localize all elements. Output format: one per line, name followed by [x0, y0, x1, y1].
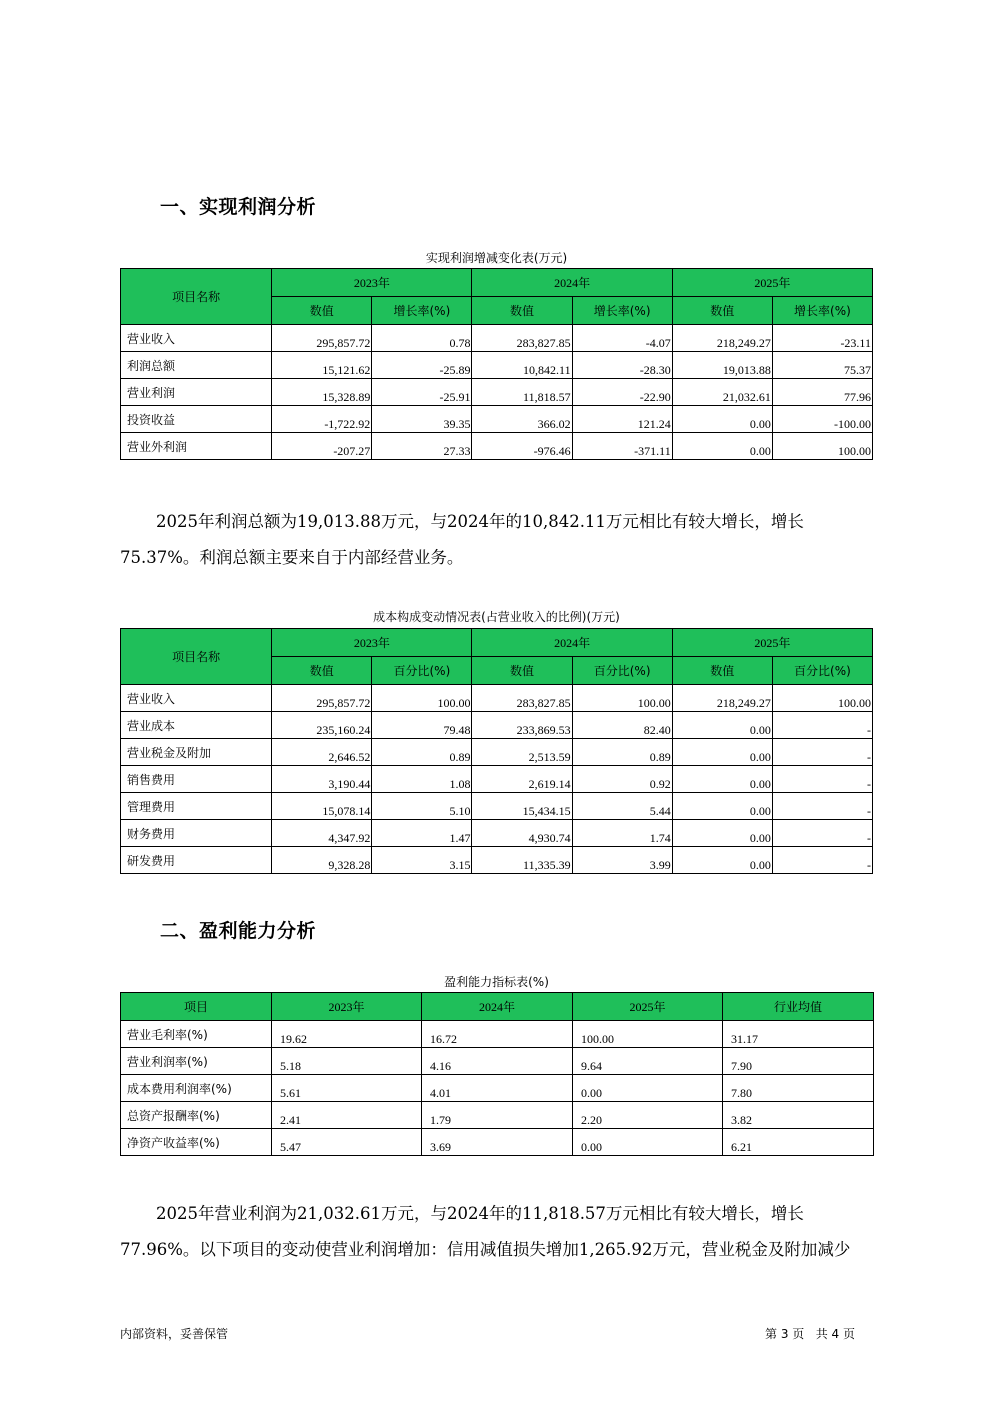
header-growth-rate: 增长率(%) [772, 297, 872, 325]
header-percent: 百分比(%) [372, 657, 472, 685]
table-row [121, 739, 873, 766]
row-label: 总资产报酬率(%) [121, 1102, 272, 1129]
row-label: 营业成本 [121, 712, 272, 739]
table-cell: -371.11 [572, 433, 672, 460]
table-cell: 283,827.85 [472, 325, 572, 352]
table-cell: 100.00 [372, 685, 472, 712]
header-year-2023: 2023年 [272, 629, 472, 657]
table-cell: 0.92 [572, 766, 672, 793]
header-year-2025: 2025年 [573, 993, 723, 1021]
cost-structure-table [120, 628, 873, 874]
table-cell: 0.00 [672, 793, 772, 820]
table-cell: 1.79 [422, 1102, 573, 1129]
header-value: 数值 [472, 297, 572, 325]
header-value: 数值 [672, 297, 772, 325]
header-growth-rate: 增长率(%) [372, 297, 472, 325]
table-cell: 15,434.15 [472, 793, 572, 820]
table-cell: 4.01 [422, 1075, 573, 1102]
footer-confidential: 内部资料，妥善保管 [120, 1327, 229, 1341]
table-row [121, 847, 873, 874]
table-cell: 7.80 [723, 1075, 874, 1102]
table-cell: 1.74 [572, 820, 672, 847]
row-label: 利润总额 [121, 352, 272, 379]
table-cell: 0.00 [573, 1129, 723, 1156]
table-row [121, 433, 873, 460]
table-cell: 235,160.24 [272, 712, 372, 739]
table-cell: 7.90 [723, 1048, 874, 1075]
table-cell: 2.20 [573, 1102, 723, 1129]
table-cell: 233,869.53 [472, 712, 572, 739]
table-cell: 0.00 [672, 712, 772, 739]
table-row [121, 379, 873, 406]
table-cell: 2,513.59 [472, 739, 572, 766]
table-cell: 4,347.92 [272, 820, 372, 847]
table-cell: 27.33 [372, 433, 472, 460]
table-row [121, 1102, 874, 1129]
table-row [121, 685, 873, 712]
row-label: 营业利润 [121, 379, 272, 406]
table-cell: 218,249.27 [672, 685, 772, 712]
header-item: 项目 [121, 993, 272, 1021]
table-cell: 0.00 [573, 1075, 723, 1102]
table-cell: 15,328.89 [272, 379, 372, 406]
footer-page-number: 第 3 页 共 4 页 [765, 1327, 855, 1341]
table-cell: 3.82 [723, 1102, 874, 1129]
table-cell: -25.89 [372, 352, 472, 379]
row-label: 营业收入 [121, 685, 272, 712]
row-label: 营业收入 [121, 325, 272, 352]
header-item-name: 项目名称 [121, 629, 272, 685]
header-percent: 百分比(%) [772, 657, 872, 685]
table-cell: 6.21 [723, 1129, 874, 1156]
table-cell: 1.08 [372, 766, 472, 793]
table-cell: 4,930.74 [472, 820, 572, 847]
table-cell: 218,249.27 [672, 325, 772, 352]
table-row [121, 1048, 874, 1075]
table-cell: - [772, 847, 872, 874]
table-cell: -4.07 [572, 325, 672, 352]
table-cell: 5.10 [372, 793, 472, 820]
header-year-2023: 2023年 [272, 269, 472, 297]
table-cell: 9.64 [573, 1048, 723, 1075]
table-cell: 0.00 [672, 433, 772, 460]
table-row [121, 1129, 874, 1156]
table-cell: 11,818.57 [472, 379, 572, 406]
header-value: 数值 [272, 297, 372, 325]
table-cell: 283,827.85 [472, 685, 572, 712]
table-cell: 2,646.52 [272, 739, 372, 766]
table-cell: 31.17 [723, 1021, 874, 1048]
paragraph-operating-profit: 2025年营业利润为21,032.61万元，与2024年的11,818.57万元相比有较大增长，增长77.96%。以下项目的变动使营业利润增加：信用减值损失增加1,265.92万元，营业税金及附加减少 [120, 1204, 851, 1259]
row-label: 研发费用 [121, 847, 272, 874]
table-cell: 295,857.72 [272, 685, 372, 712]
table-cell: 0.00 [672, 766, 772, 793]
table-cell: 295,857.72 [272, 325, 372, 352]
table-cell: 15,121.62 [272, 352, 372, 379]
header-item-name: 项目名称 [121, 269, 272, 325]
table-row [121, 325, 873, 352]
table-row [121, 1021, 874, 1048]
table-row [121, 1075, 874, 1102]
table-cell: 100.00 [572, 685, 672, 712]
table-cell: -1,722.92 [272, 406, 372, 433]
header-value: 数值 [472, 657, 572, 685]
header-value: 数值 [272, 657, 372, 685]
paragraph-profit-summary: 2025年利润总额为19,013.88万元，与2024年的10,842.11万元相比有较大增长，增长75.37%。利润总额主要来自于内部经营业务。 [120, 512, 804, 567]
row-label: 营业税金及附加 [121, 739, 272, 766]
table-row [121, 712, 873, 739]
profit-change-table [120, 268, 873, 460]
table-cell: 9,328.28 [272, 847, 372, 874]
table-cell: - [772, 820, 872, 847]
table-cell: 5.44 [572, 793, 672, 820]
table-row [121, 352, 873, 379]
table-cell: -25.91 [372, 379, 472, 406]
header-year-2024: 2024年 [472, 269, 672, 297]
table-cell: 0.00 [672, 847, 772, 874]
table-cell: -28.30 [572, 352, 672, 379]
table-cell: 0.89 [372, 739, 472, 766]
table-cell: 19,013.88 [672, 352, 772, 379]
table-cell: 3.69 [422, 1129, 573, 1156]
table-cell: 100.00 [772, 433, 872, 460]
section-title-profit: 一、实现利润分析 [160, 196, 317, 218]
table-cell: 3,190.44 [272, 766, 372, 793]
table-cell: 4.16 [422, 1048, 573, 1075]
table-cell: 0.00 [672, 739, 772, 766]
table1-caption: 实现利润增减变化表(万元) [425, 251, 568, 265]
table2-caption: 成本构成变动情况表(占营业收入的比例)(万元) [373, 610, 620, 624]
table-cell: 82.40 [572, 712, 672, 739]
table-row [121, 793, 873, 820]
table-cell: 5.47 [272, 1129, 422, 1156]
header-year-2025: 2025年 [672, 629, 872, 657]
table-cell: 75.37 [772, 352, 872, 379]
table-cell: -100.00 [772, 406, 872, 433]
header-growth-rate: 增长率(%) [572, 297, 672, 325]
row-label: 营业毛利率(%) [121, 1021, 272, 1048]
header-year-2024: 2024年 [422, 993, 573, 1021]
table-cell: -976.46 [472, 433, 572, 460]
table-cell: 0.89 [572, 739, 672, 766]
table-cell: 11,335.39 [472, 847, 572, 874]
table3-caption: 盈利能力指标表(%) [444, 975, 549, 989]
row-label: 财务费用 [121, 820, 272, 847]
header-year-2025: 2025年 [672, 269, 872, 297]
table-cell: 77.96 [772, 379, 872, 406]
table-cell: 2,619.14 [472, 766, 572, 793]
table-cell: 16.72 [422, 1021, 573, 1048]
table-cell: 3.15 [372, 847, 472, 874]
table-cell: -207.27 [272, 433, 372, 460]
table-cell: 100.00 [772, 685, 872, 712]
row-label: 管理费用 [121, 793, 272, 820]
table-cell: 100.00 [573, 1021, 723, 1048]
header-percent: 百分比(%) [572, 657, 672, 685]
header-year-2023: 2023年 [272, 993, 422, 1021]
table-cell: 2.41 [272, 1102, 422, 1129]
table-cell: 121.24 [572, 406, 672, 433]
header-industry-average: 行业均值 [723, 993, 874, 1021]
table-cell: 0.00 [672, 820, 772, 847]
table-cell: - [772, 793, 872, 820]
profitability-table [120, 992, 874, 1156]
row-label: 投资收益 [121, 406, 272, 433]
table-row [121, 820, 873, 847]
table-cell: 0.78 [372, 325, 472, 352]
table-cell: - [772, 712, 872, 739]
row-label: 成本费用利润率(%) [121, 1075, 272, 1102]
table-row [121, 406, 873, 433]
table-cell: 39.35 [372, 406, 472, 433]
row-label: 净资产收益率(%) [121, 1129, 272, 1156]
table-cell: 3.99 [572, 847, 672, 874]
header-value: 数值 [672, 657, 772, 685]
table-row [121, 766, 873, 793]
row-label: 营业外利润 [121, 433, 272, 460]
section-title-profitability: 二、盈利能力分析 [160, 920, 317, 942]
table-cell: 0.00 [672, 406, 772, 433]
table-cell: -23.11 [772, 325, 872, 352]
table-cell: 1.47 [372, 820, 472, 847]
table-cell: 5.18 [272, 1048, 422, 1075]
row-label: 营业利润率(%) [121, 1048, 272, 1075]
table-cell: - [772, 739, 872, 766]
table-cell: 15,078.14 [272, 793, 372, 820]
table-cell: - [772, 766, 872, 793]
table-cell: 5.61 [272, 1075, 422, 1102]
table-cell: 10,842.11 [472, 352, 572, 379]
row-label: 销售费用 [121, 766, 272, 793]
table-cell: 79.48 [372, 712, 472, 739]
table-cell: 19.62 [272, 1021, 422, 1048]
table-cell: -22.90 [572, 379, 672, 406]
header-year-2024: 2024年 [472, 629, 672, 657]
table-cell: 366.02 [472, 406, 572, 433]
table-cell: 21,032.61 [672, 379, 772, 406]
